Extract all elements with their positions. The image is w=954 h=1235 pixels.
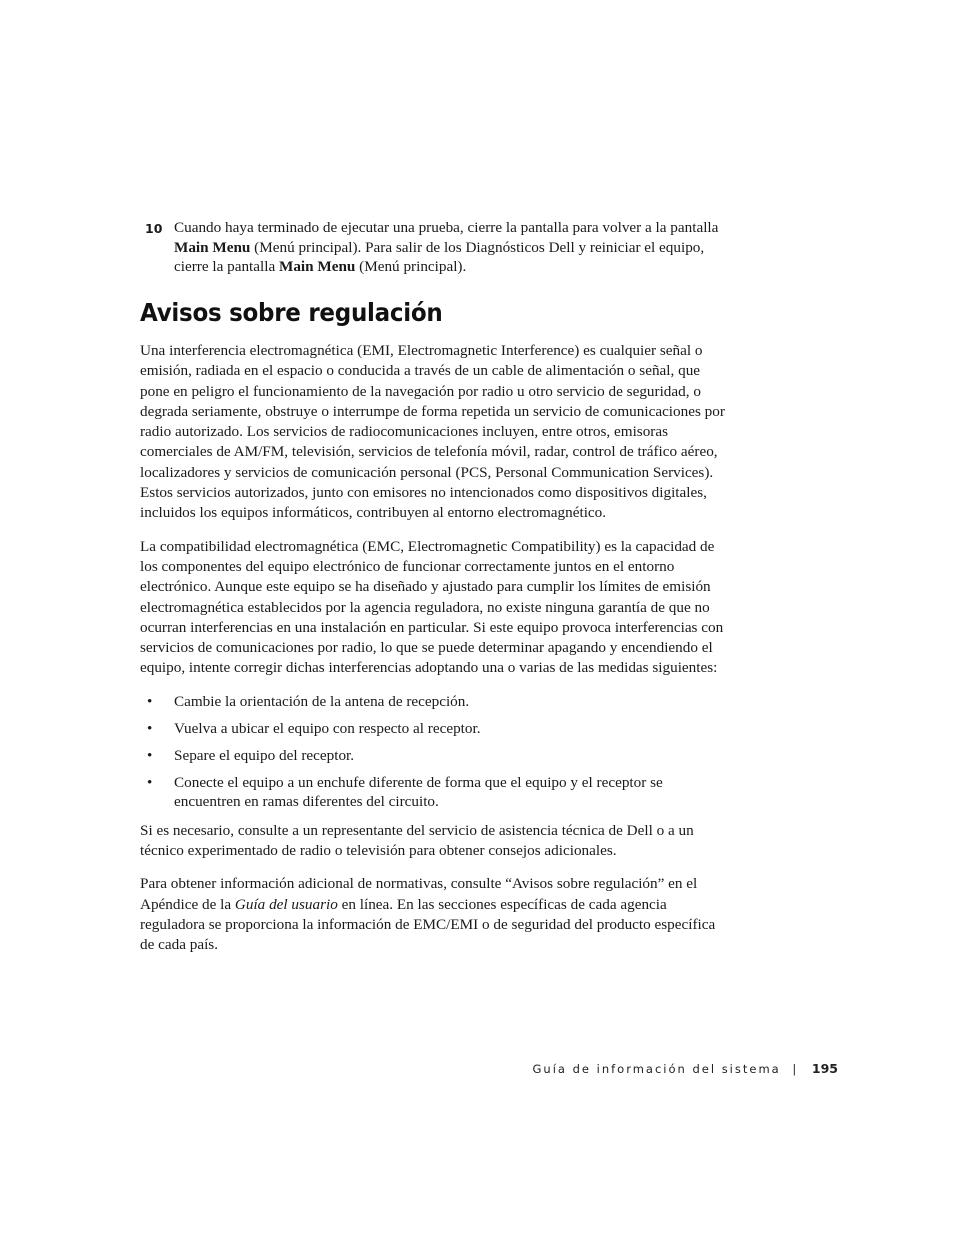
main-menu-term: Main Menu: [278, 258, 356, 275]
user-guide-title: Guía del usuario: [234, 895, 338, 913]
list-item: [140, 746, 732, 765]
footer-title: Guía de información del sistema: [532, 1062, 781, 1076]
paragraph-text-part: Para obtener información adicional de normativas, consulte “Avisos sobre regulación” en el Apéndice de la: [140, 875, 698, 913]
list-item: [140, 773, 732, 811]
section-body: [140, 341, 732, 969]
page-footer: [533, 1061, 839, 1076]
step-number: 10: [145, 221, 163, 236]
paragraph-emi: Una interferencia electromagnética (EMI, Electromagnetic Interference) es cualquier señal o emisión, radiada en el espacio o conducida a través de un cable de alimentación o señal, que pone en peligro el funcionamiento de la navegación por radio u otro servicio de seguridad, o degrada seriamente, obstruye o interrumpe de forma repetida un servicio de comunicaciones por radio autorizado. Los servicios de radiocomunicaciones incluyen, entre otros, emisoras comerciales de AM/FM, televisión, servicios de telefonía móvil, radar, control de tráfico aéreo, localizadores y servicios de comunicación personal (PCS, Personal Communication Services). Estos servicios autorizados, junto con emisores no intencionados como dispositivos digitales, incluidos los equipos informáticos, contribuyen al entorno electromagnético.: [140, 342, 725, 522]
list-item-text: Conecte el equipo a un enchufe diferente de forma que el equipo y el receptor se encuentren en ramas diferentes del circuito.: [174, 773, 663, 810]
step-text-part: (Menú principal). Para salir de los Diagnósticos Dell y reiniciar el equipo, cierre la pantalla: [174, 238, 705, 275]
step-text-part: (Menú principal).: [355, 258, 467, 275]
paragraph-emc: La compatibilidad electromagnética (EMC, Electromagnetic Compatibility) es la capacidad de los componentes del equipo electrónico de funcionar correctamente juntos en el entorno electrónico. Aunque este equipo se ha diseñado y ajustado para cumplir los límites de emisión electromagnética establecidos por la agencia reguladora, no existe ninguna garantía de que no ocurran interferencias en una instalación en particular. Si este equipo provoca interferencias con servicios de comunicaciones por radio, lo que se puede determinar apagando y encendiendo el equipo, intente corregir dichas interferencias adoptando una o varias de las medidas siguientes:: [140, 537, 724, 677]
numbered-step: [140, 218, 730, 277]
step-text-part: Cuando haya terminado de ejecutar una prueba, cierre la pantalla para volver a la pantalla: [174, 219, 719, 236]
bullet-icon: •: [147, 746, 153, 764]
page-number: 195: [811, 1061, 838, 1076]
step-text: [174, 218, 730, 277]
list-item: [140, 692, 732, 711]
measures-list: [140, 692, 732, 811]
bullet-icon: •: [147, 719, 153, 737]
main-menu-term: Main Menu: [174, 238, 251, 256]
section-heading: Avisos sobre regulación: [140, 298, 443, 327]
paragraph-support: Si es necesario, consulte a un representante del servicio de asistencia técnica de Dell o a un técnico experimentado de radio o televisión para obtener consejos adicionales.: [140, 821, 694, 860]
paragraph-text-part: en línea. En las secciones específicas de cada agencia reguladora se proporciona la información de EMC/EMI o de seguridad del producto específica de cada país.: [140, 895, 716, 954]
bullet-icon: •: [147, 773, 153, 791]
list-item-text: Cambie la orientación de la antena de recepción.: [174, 692, 470, 710]
footer-separator: |: [792, 1062, 797, 1076]
paragraph-more-info: [140, 874, 732, 955]
bullet-icon: •: [147, 692, 153, 710]
list-item-text: Separe el equipo del receptor.: [174, 746, 355, 764]
list-item-text: Vuelva a ubicar el equipo con respecto al receptor.: [174, 719, 481, 737]
list-item: [140, 719, 732, 738]
